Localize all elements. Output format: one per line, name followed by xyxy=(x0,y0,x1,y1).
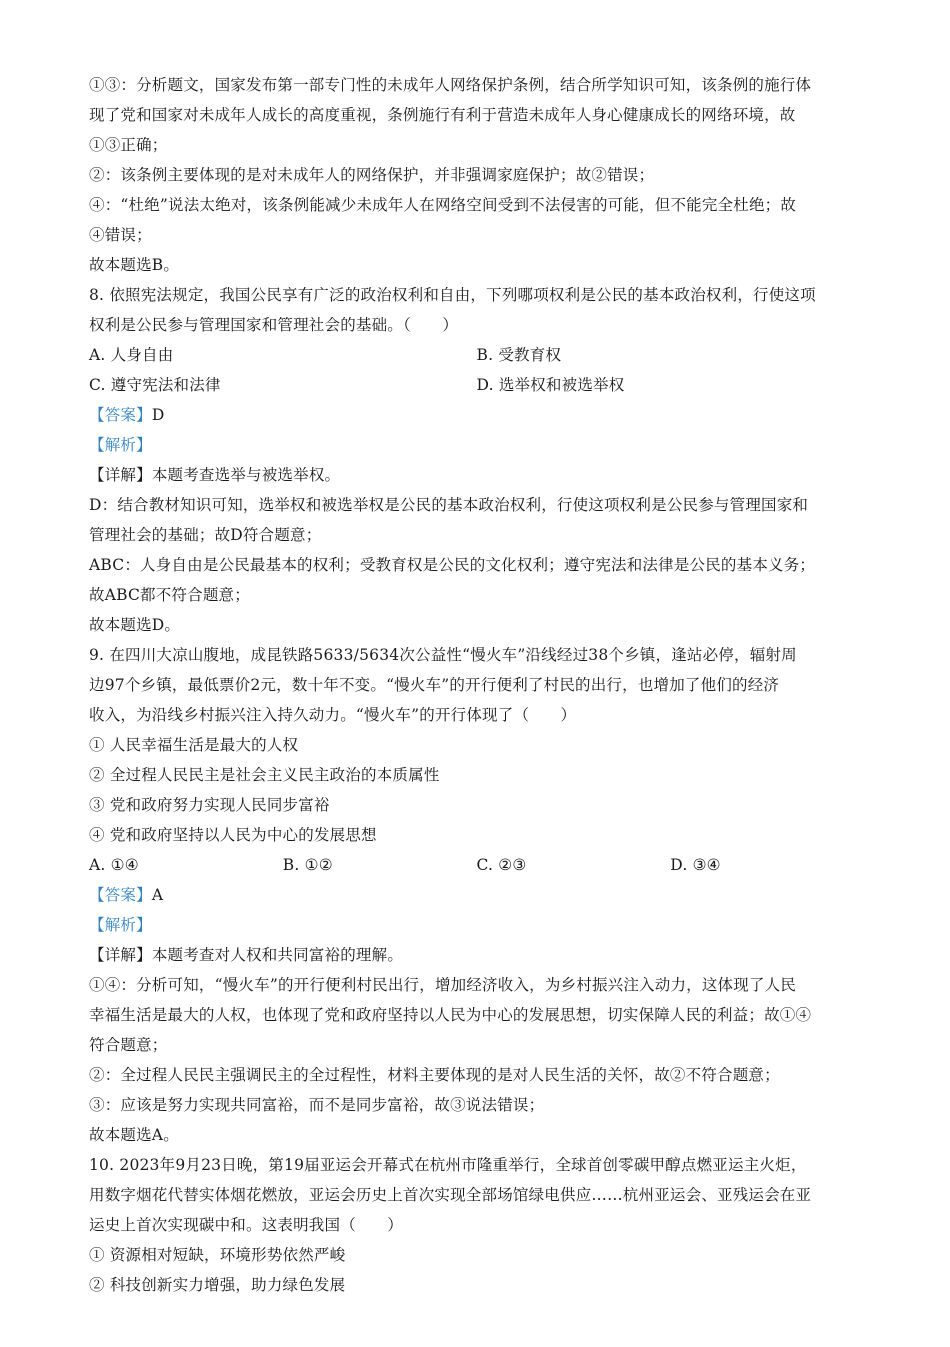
q10-stem-line-2: 用数字烟花代替实体烟花燃放，亚运会历史上首次实现全部场馆绿电供应……杭州亚运会、亚残运会在亚 xyxy=(89,1186,812,1204)
q8-explanation-line-4: 故ABC都不符合题意； xyxy=(89,586,250,604)
q9-statement-3: ③ 党和政府努力实现人民同步富裕 xyxy=(89,796,330,814)
q9-analysis-tag: 【解析】 xyxy=(89,916,152,934)
q9-detail xyxy=(89,940,864,970)
q8-answer-value: D xyxy=(151,406,165,424)
q8-analysis-tag: 【解析】 xyxy=(89,436,152,454)
document-page xyxy=(89,70,864,1300)
q9-stem-line-2: 边97个乡镇，最低票价2元，数十年不变。“慢火车”的开行便利了村民的出行，也增加了他们的经济 xyxy=(89,676,780,694)
q9-statement-4: ④ 党和政府坚持以人民为中心的发展思想 xyxy=(89,826,377,844)
q8-explanation-line-2: 管理社会的基础；故D符合题意； xyxy=(89,526,322,544)
q9-detail-tag: 【详解】 xyxy=(89,946,152,964)
q8-option-a: A. 人身自由 xyxy=(89,346,174,364)
q9-statement-2: ② 全过程人民民主是社会主义民主政治的本质属性 xyxy=(89,766,440,784)
q9-explanation-line-5: ③：应该是努力实现共同富裕，而不是同步富裕，故③说法错误； xyxy=(89,1096,545,1114)
q9-detail-text: 本题考查对人权和共同富裕的理解。 xyxy=(151,946,404,964)
q8-answer-tag: 【答案】 xyxy=(89,406,152,424)
q8-stem-line-2: 权利是公民参与管理国家和管理社会的基础。（ ） xyxy=(89,316,459,334)
prev-explanation-line-5: ④：“杜绝”说法太绝对，该条例能减少未成年人在网络空间受到不法侵害的可能，但不能完全杜绝；故 xyxy=(89,196,797,214)
q9-options-row xyxy=(89,850,864,880)
q8-answer xyxy=(89,400,864,430)
prev-explanation-line-6: ④错误； xyxy=(89,226,152,244)
q8-explanation-line-1: D：结合教材知识可知，选举权和被选举权是公民的基本政治权利，行使这项权利是公民参与管理国家和 xyxy=(89,496,809,514)
q8-options-row-2 xyxy=(89,370,864,400)
q9-answer-tag: 【答案】 xyxy=(89,886,152,904)
q8-detail-tag: 【详解】 xyxy=(89,466,152,484)
q9-option-d: D. ③④ xyxy=(670,856,721,874)
prev-explanation-line-3: ①③正确； xyxy=(89,136,168,154)
q9-explanation-line-2: 幸福生活是最大的人权，也体现了党和政府坚持以人民为中心的发展思想，切实保障人民的利益；故①④ xyxy=(89,1006,812,1024)
q8-option-c: C. 遵守宪法和法律 xyxy=(89,376,221,394)
q8-analysis xyxy=(89,430,864,460)
q8-option-b: B. 受教育权 xyxy=(476,346,562,364)
q9-option-b: B. ①② xyxy=(282,856,333,874)
q8-detail-text: 本题考查选举与被选举权。 xyxy=(151,466,341,484)
q8-options-row-1 xyxy=(89,340,864,370)
q9-explanation-line-1: ①④：分析可知，“慢火车”的开行便利村民出行，增加经济收入，为乡村振兴注入动力，这体现了人民 xyxy=(89,976,797,994)
prev-explanation-line-4: ②：该条例主要体现的是对未成年人的网络保护，并非强调家庭保护；故②错误； xyxy=(89,166,655,184)
q9-stem-line-3: 收入，为沿线乡村振兴注入持久动力。“慢火车”的开行体现了（ ） xyxy=(89,706,577,724)
q9-answer xyxy=(89,880,864,910)
q10-stem-line-1: 10. 2023年9月23日晚，第19届亚运会开幕式在杭州市隆重举行，全球首创零碳甲醇点燃亚运主火炬， xyxy=(89,1156,807,1174)
q9-option-c: C. ②③ xyxy=(476,856,527,874)
q8-conclusion: 故本题选D。 xyxy=(89,616,181,634)
q8-option-d: D. 选举权和被选举权 xyxy=(476,376,625,394)
q10-statement-1: ① 资源相对短缺，环境形势依然严峻 xyxy=(89,1246,346,1264)
q9-conclusion: 故本题选A。 xyxy=(89,1126,179,1144)
q10-statement-2: ② 科技创新实力增强，助力绿色发展 xyxy=(89,1276,346,1294)
q9-option-a: A. ①④ xyxy=(89,856,139,874)
q8-detail xyxy=(89,460,864,490)
prev-explanation-line-2: 现了党和国家对未成年人成长的高度重视，条例施行有利于营造未成年人身心健康成长的网络环境，故 xyxy=(89,106,796,124)
q8-stem-line-1: 8. 依照宪法规定，我国公民享有广泛的政治权利和自由，下列哪项权利是公民的基本政治权利，行使这项 xyxy=(89,286,816,304)
q9-explanation-line-3: 符合题意； xyxy=(89,1036,168,1054)
q9-explanation-line-4: ②：全过程人民民主强调民主的全过程性，材料主要体现的是对人民生活的关怀，故②不符合题意； xyxy=(89,1066,780,1084)
q8-explanation-line-3: ABC：人身自由是公民最基本的权利；受教育权是公民的文化权利；遵守宪法和法律是公民的基本义务； xyxy=(89,556,816,574)
prev-explanation-line-1: ①③：分析题文，国家发布第一部专门性的未成年人网络保护条例，结合所学知识可知，该条例的施行体 xyxy=(89,76,812,94)
q10-stem-line-3: 运史上首次实现碳中和。这表明我国（ ） xyxy=(89,1216,404,1234)
q9-analysis xyxy=(89,910,864,940)
q9-answer-value: A xyxy=(151,886,164,904)
prev-conclusion: 故本题选B。 xyxy=(89,256,180,274)
q9-stem-line-1: 9. 在四川大凉山腹地，成昆铁路5633/5634次公益性“慢火车”沿线经过38个乡镇，逢站必停，辐射周 xyxy=(89,646,797,664)
q9-statement-1: ① 人民幸福生活是最大的人权 xyxy=(89,736,299,754)
